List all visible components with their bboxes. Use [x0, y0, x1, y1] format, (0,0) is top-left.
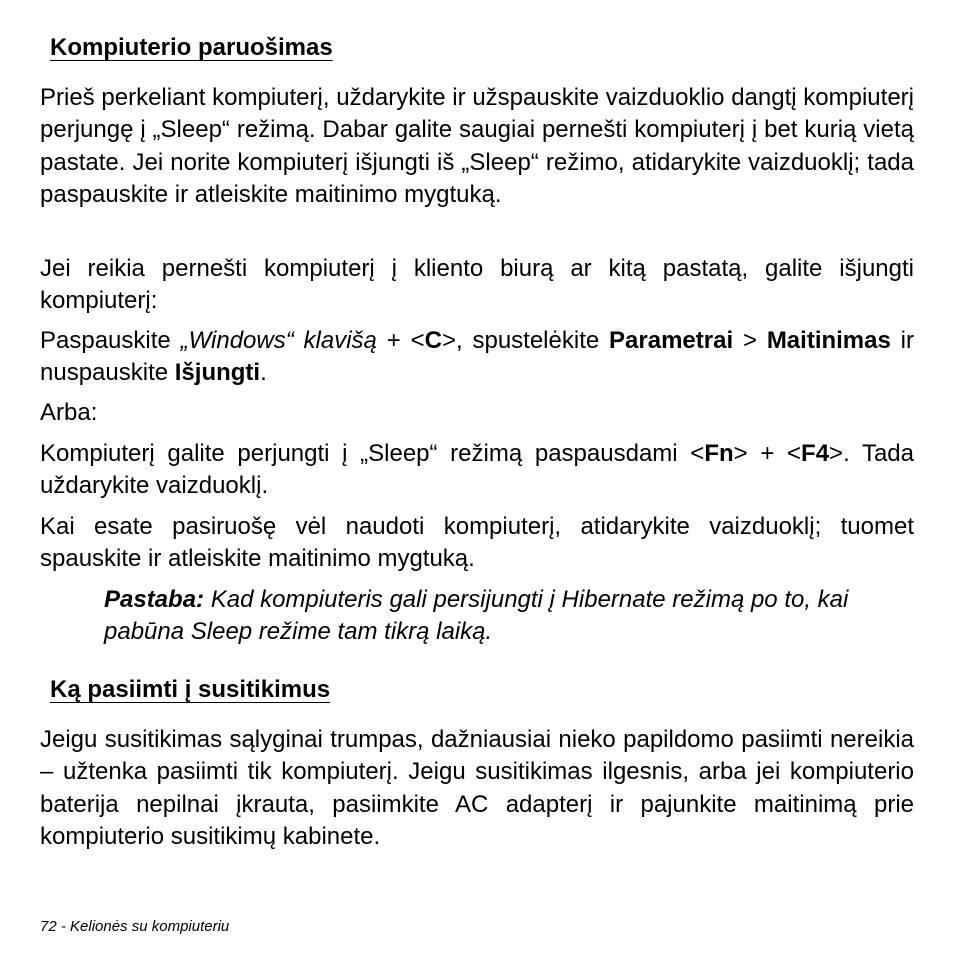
paragraph-meetings: Jeigu susitikimas sąlyginai trumpas, dažniausiai nieko papildomo pasiimti nereikia – užtenka pasiimti tik kompiuterį. Jeigu susitikimas ilgesnis, arba jei kompiuterio baterija nepilnai įkrauta, pasiimkite AC adapterį ir pajunkite maitinimą prie kompiuterio susitikimų kabinete.	[40, 726, 914, 851]
paragraph-resume: Kai esate pasiruošę vėl naudoti kompiuterį, atidarykite vaizduoklį; tuomet spauskite ir atleiskite maitinimo mygtuką.	[40, 513, 914, 573]
text-fragment: >, spustelėkite	[441, 327, 610, 354]
section-heading-meetings: Ką pasiimti į susitikimus	[50, 676, 331, 703]
text-fragment: Paspauskite	[40, 327, 181, 354]
paragraph-shutdown-steps	[40, 325, 914, 390]
key-fn-label: Fn	[704, 440, 734, 467]
text-fragment: >. Tada uždarykite vaizduoklį.	[40, 440, 915, 500]
text-fragment: Kompiuterį galite perjungti į „Sleep“ režimą paspausdami <	[40, 440, 705, 467]
note-text: Kad kompiuteris gali persijungti į Hibernate režimą po to, kai pabūna Sleep režime tam tikrą laiką.	[104, 586, 849, 646]
windows-key-label: „Windows“ klavišą	[180, 327, 377, 354]
note-hibernate	[104, 584, 914, 649]
text-fragment: + <	[376, 327, 425, 354]
text-fragment: .	[260, 359, 267, 387]
text-fragment: > + <	[733, 440, 802, 467]
paragraph-shutdown-intro: Jei reikia pernešti kompiuterį į kliento biurą ar kitą pastatą, galite išjungti kompiuterį:	[40, 255, 914, 315]
key-c-label: C	[424, 327, 442, 354]
page-footer: 72 - Kelionės su kompiuteriu	[40, 918, 230, 935]
text-fragment: >	[733, 327, 767, 354]
power-label: Maitinimas	[766, 327, 891, 354]
key-f4-label: F4	[801, 440, 830, 467]
paragraph-sleep-shortcut	[40, 438, 914, 503]
settings-label: Parametrai	[609, 327, 734, 354]
section-heading-computer-preparation: Kompiuterio paruošimas	[50, 34, 333, 61]
text-fragment: ir nuspauskite	[40, 327, 914, 387]
note-label: Pastaba:	[104, 586, 205, 613]
shutdown-label: Išjungti	[174, 359, 261, 387]
paragraph-or: Arba:	[40, 399, 98, 426]
paragraph-moving-computer: Prieš perkeliant kompiuterį, uždarykite ir užspauskite vaizduoklio dangtį kompiuterį perjungę į „Sleep“ režimą. Dabar galite saugiai pernešti kompiuterį į bet kurią vietą pastate. Jei norite kompiuterį išjungti iš „Sleep“ režimo, atidarykite vaizduoklį; tada paspauskite ir atleiskite maitinimo mygtuką.	[40, 84, 914, 209]
